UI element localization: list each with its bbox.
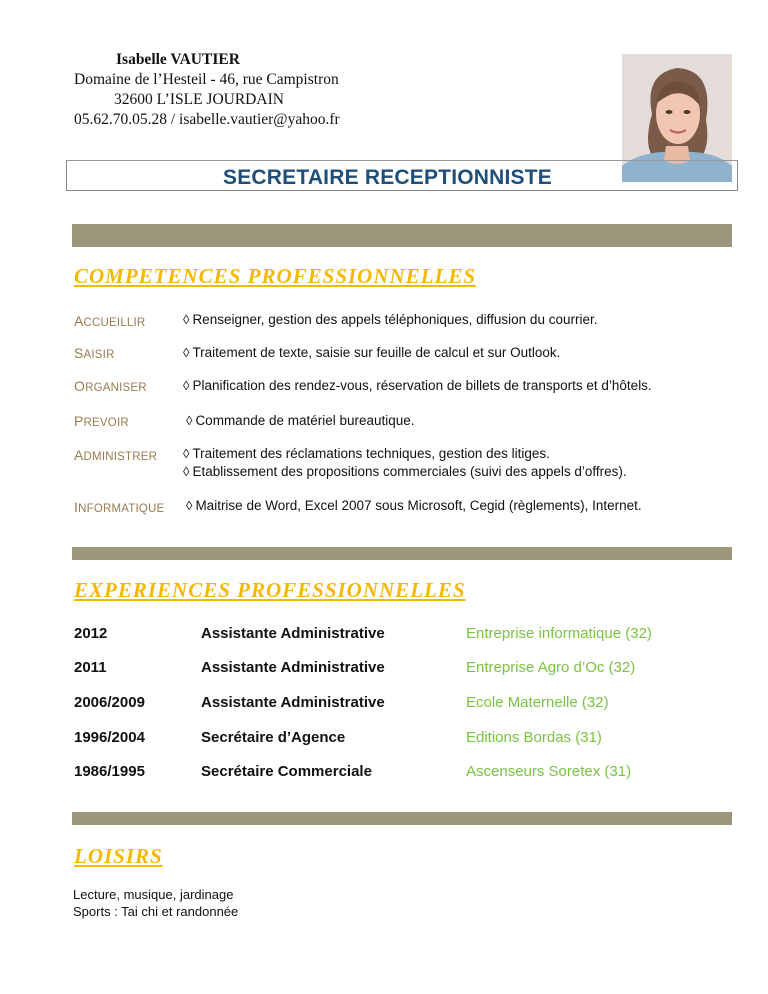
candidate-name: Isabelle VAUTIER [116,51,240,68]
experience-company: Entreprise informatique (32) [466,625,652,642]
experience-role: Secrétaire Commerciale [201,763,372,780]
loisirs-line: Sports : Tai chi et randonnée [73,904,239,919]
diamond-bullet-icon: ◊ [183,378,190,393]
skill-label: ACCUEILLIR [74,313,146,329]
section-divider [72,812,732,825]
skill-description: ◊ Planification des rendez-vous, réservation de billets de transports et d’hôtels. [183,378,652,393]
job-title-box [66,160,738,191]
experience-company: Ascenseurs Soretex (31) [466,763,632,780]
phone-email-line: 05.62.70.05.28 / isabelle.vautier@yahoo.fr [74,111,340,128]
skill-label: INFORMATIQUE [74,499,165,515]
job-title: SECRETAIRE RECEPTIONNISTE [223,166,552,189]
experience-year: 2006/2009 [74,694,145,711]
section-divider [72,547,732,560]
skill-description: ◊ Traitement des réclamations techniques, gestion des litiges. ◊ Etablissement des propositions commerciales (suivi des appels d’offres). [183,446,627,479]
skill-label: ORGANISER [74,378,147,394]
loisirs-list [73,886,238,920]
skill-description: ◊ Commande de matériel bureautique. [186,413,415,428]
loisirs-title: LOISIRS [74,844,163,868]
experience-role: Assistante Administrative [201,659,385,676]
diamond-bullet-icon: ◊ [186,413,193,428]
section-divider [72,224,732,247]
experience-year: 2012 [74,625,108,642]
city-line: 32600 L’ISLE JOURDAIN [114,91,284,108]
diamond-bullet-icon: ◊ [183,345,190,360]
experience-year: 1996/2004 [74,729,145,746]
experience-company: Ecole Maternelle (32) [466,694,609,711]
diamond-bullet-icon: ◊ [183,312,190,327]
skill-label: ADMINISTRER [74,447,158,463]
skill-label: SAISIR [74,345,115,361]
experience-year: 1986/1995 [74,763,145,780]
experience-company: Editions Bordas (31) [466,729,602,746]
address-line: Domaine de l’Hesteil - 46, rue Campistron [74,71,339,88]
experience-company: Entreprise Agro d’Oc (32) [466,659,636,676]
skill-label: PREVOIR [74,413,129,429]
experience-role: Secrétaire d’Agence [201,729,346,746]
diamond-bullet-icon: ◊ [186,498,193,513]
experience-role: Assistante Administrative [201,694,385,711]
experiences-title: EXPERIENCES PROFESSIONNELLES [74,578,466,602]
competences-title: COMPETENCES PROFESSIONNELLES [74,264,477,288]
experience-year: 2011 [74,659,107,676]
diamond-bullet-icon: ◊ [183,464,190,479]
skill-description: ◊ Maitrise de Word, Excel 2007 sous Microsoft, Cegid (règlements), Internet. [186,498,642,513]
skill-description: ◊ Traitement de texte, saisie sur feuille de calcul et sur Outlook. [183,345,561,360]
loisirs-line: Lecture, musique, jardinage [73,887,234,902]
contact-block [74,50,394,130]
experience-role: Assistante Administrative [201,625,385,642]
diamond-bullet-icon: ◊ [183,446,190,461]
skill-description: ◊ Renseigner, gestion des appels téléphoniques, diffusion du courrier. [183,312,598,327]
